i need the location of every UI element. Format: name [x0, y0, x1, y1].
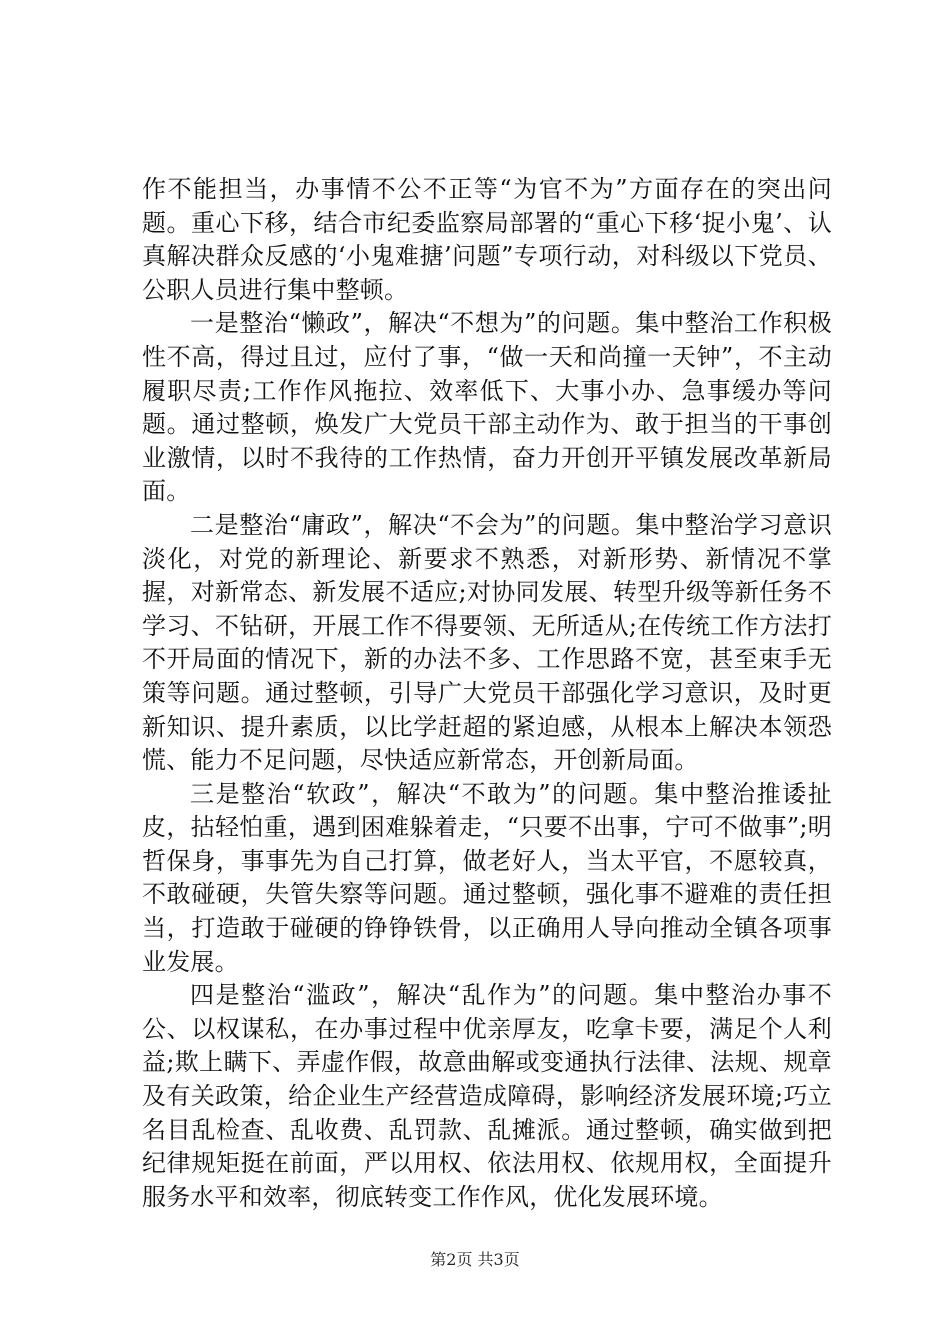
document-body [142, 173, 832, 1214]
paragraph-abusive-governance: 四是整治“滥政”，解决“乱作为”的问题。集中整治办事不公、以权谋私，在办事过程中优亲厚友，吃拿卡要，满足个人利益;欺上瞒下、弄虚作假，故意曲解或变通执行法律、法规、规章及有关政策，给企业生产经营造成障碍，影响经济发展环境;巧立名目乱检查、乱收费、乱罚款、乱摊派。通过整顿，确实做到把纪律规矩挺在前面，严以用权、依法用权、依规用权，全面提升服务水平和效率，彻底转变工作作风，优化发展环境。 [142, 981, 832, 1211]
paragraph-weak-governance: 三是整治“软政”，解决“不敢为”的问题。集中整治推诿扯皮，拈轻怕重，遇到困难躲着走，“只要不出事，宁可不做事”;明哲保身，事事先为自己打算，做老好人，当太平官，不愿较真，不敢碰硬，失管失察等问题。通过整顿，强化事不避难的责任担当，打造敢于碰硬的铮铮铁骨，以正确用人导向推动全镇各项事业发展。 [142, 779, 832, 976]
paragraph-continuation: 作不能担当，办事情不公不正等“为官不为”方面存在的突出问题。重心下移，结合市纪委监察局部署的“重心下移‘捉小鬼’、认真解决群众反感的‘小鬼难搪’问题”专项行动，对科级以下党员、公职人员进行集中整顿。 [142, 175, 832, 304]
page-number-footer: 第2页 共3页 [430, 1250, 520, 1269]
paragraph-mediocre-governance: 二是整治“庸政”，解决“不会为”的问题。集中整治学习意识淡化，对党的新理论、新要求不熟悉，对新形势、新情况不掌握，对新常态、新发展不适应;对协同发展、转型升级等新任务不学习、不钻研，开展工作不得要领、无所适从;在传统工作方法打不开局面的情况下，新的办法不多、工作思路不宽，甚至束手无策等问题。通过整顿，引导广大党员干部强化学习意识，及时更新知识、提升素质，以比学赶超的紧迫感，从根本上解决本领恐慌、能力不足问题，尽快适应新常态，开创新局面。 [142, 510, 832, 775]
paragraph-lazy-governance: 一是整治“懒政”，解决“不想为”的问题。集中整治工作积极性不高，得过且过，应付了事，“做一天和尚撞一天钟”，不主动履职尽责;工作作风拖拉、效率低下、大事小办、急事缓办等问题。通过整顿，焕发广大党员干部主动作为、敢于担当的干事创业激情，以时不我待的工作热情，奋力开创开平镇发展改革新局面。 [142, 309, 832, 506]
